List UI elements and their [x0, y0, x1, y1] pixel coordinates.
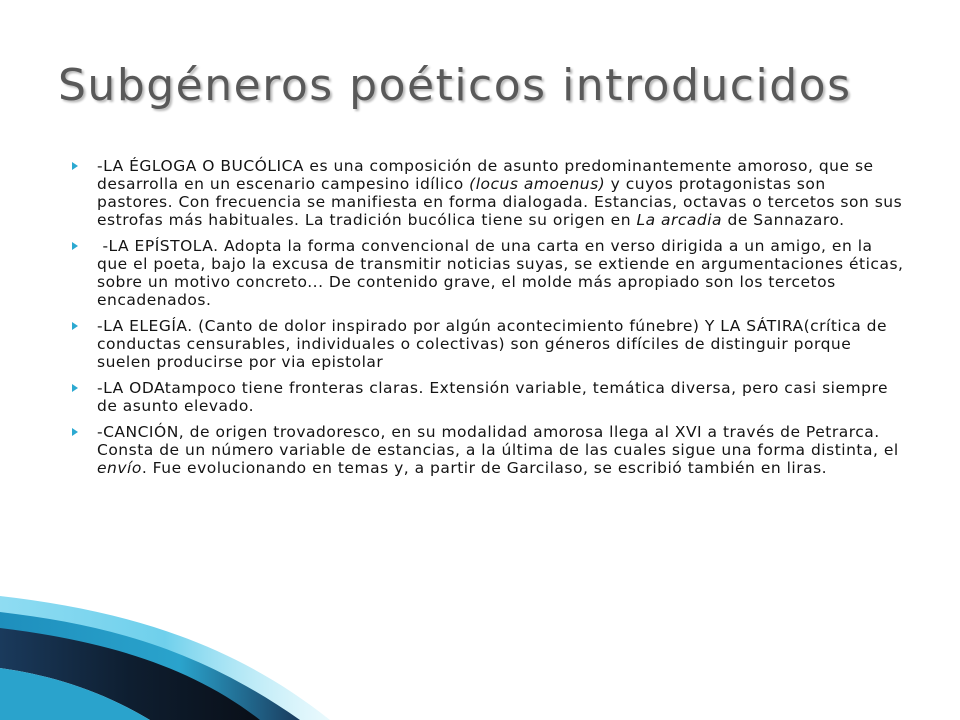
item-text [97, 237, 909, 309]
list-item [72, 237, 907, 309]
item-text [97, 423, 899, 477]
triangle-right-icon [72, 428, 78, 436]
item-text-segment: -LA ODAtampoco tiene fronteras claras. Extensión variable, temática diversa, pero casi siempre de asunto elevado. [97, 379, 889, 415]
item-text-segment: -CANCIÓN, de origen trovadoresco, en su modalidad amorosa llega al XVI a través de Petrarca. Consta de un número variable de estancias, a la última de las cuales sigue una forma distinta, el [97, 423, 899, 459]
item-text-segment: -LA ELEGÍA. (Canto de dolor inspirado por algún acontecimiento fúnebre) Y LA SÁTIRA(crítica de conductas censurables, individuales o colectivas) son géneros difíciles de distinguir porque suelen producirse por via epistolar [97, 317, 888, 371]
item-text-segment: . Fue evolucionando en temas y, a partir de Garcilaso, se escribió también en liras. [141, 459, 828, 477]
list-item [72, 423, 907, 477]
item-text-segment: de Sannazaro. [722, 211, 845, 229]
triangle-right-icon [72, 162, 78, 170]
item-text [97, 379, 888, 415]
triangle-right-icon [72, 384, 78, 392]
item-text-segment: -LA EPÍSTOLA. Adopta la forma convencional de una carta en verso dirigida a un amigo, en la que el poeta, bajo la excusa de transmitir noticias suyas, se extiende en argumentaciones éticas, sobre un motivo concreto... De contenido grave, el molde más apropiado son los tercetos encadenados. [97, 237, 909, 309]
triangle-right-icon [72, 322, 78, 330]
item-text-segment: -LA ÉGLOGA O BUCÓLICA es una composición de asunto predominantemente amoroso, que se desarrolla en un escenario campesino idílico [97, 157, 874, 193]
item-text-italic: (locus amoenus) [469, 175, 606, 193]
slide-title: Subgéneros poéticos introducidos [58, 60, 852, 111]
item-text-italic: envío [97, 459, 142, 477]
triangle-right-icon [72, 242, 78, 250]
item-text [97, 157, 902, 229]
item-text-segment: y cuyos protagonistas son pastores. Con frecuencia se manifiesta en forma dialogada. Estancias, octavas o tercetos son sus estrofas más habituales. La tradición bucólica tiene su origen en [97, 175, 903, 229]
item-text [97, 317, 887, 371]
list-item [72, 317, 907, 371]
bullet-list [72, 157, 907, 485]
list-item [72, 379, 907, 415]
list-item [72, 157, 907, 229]
item-text-italic: La arcadia [636, 211, 723, 229]
